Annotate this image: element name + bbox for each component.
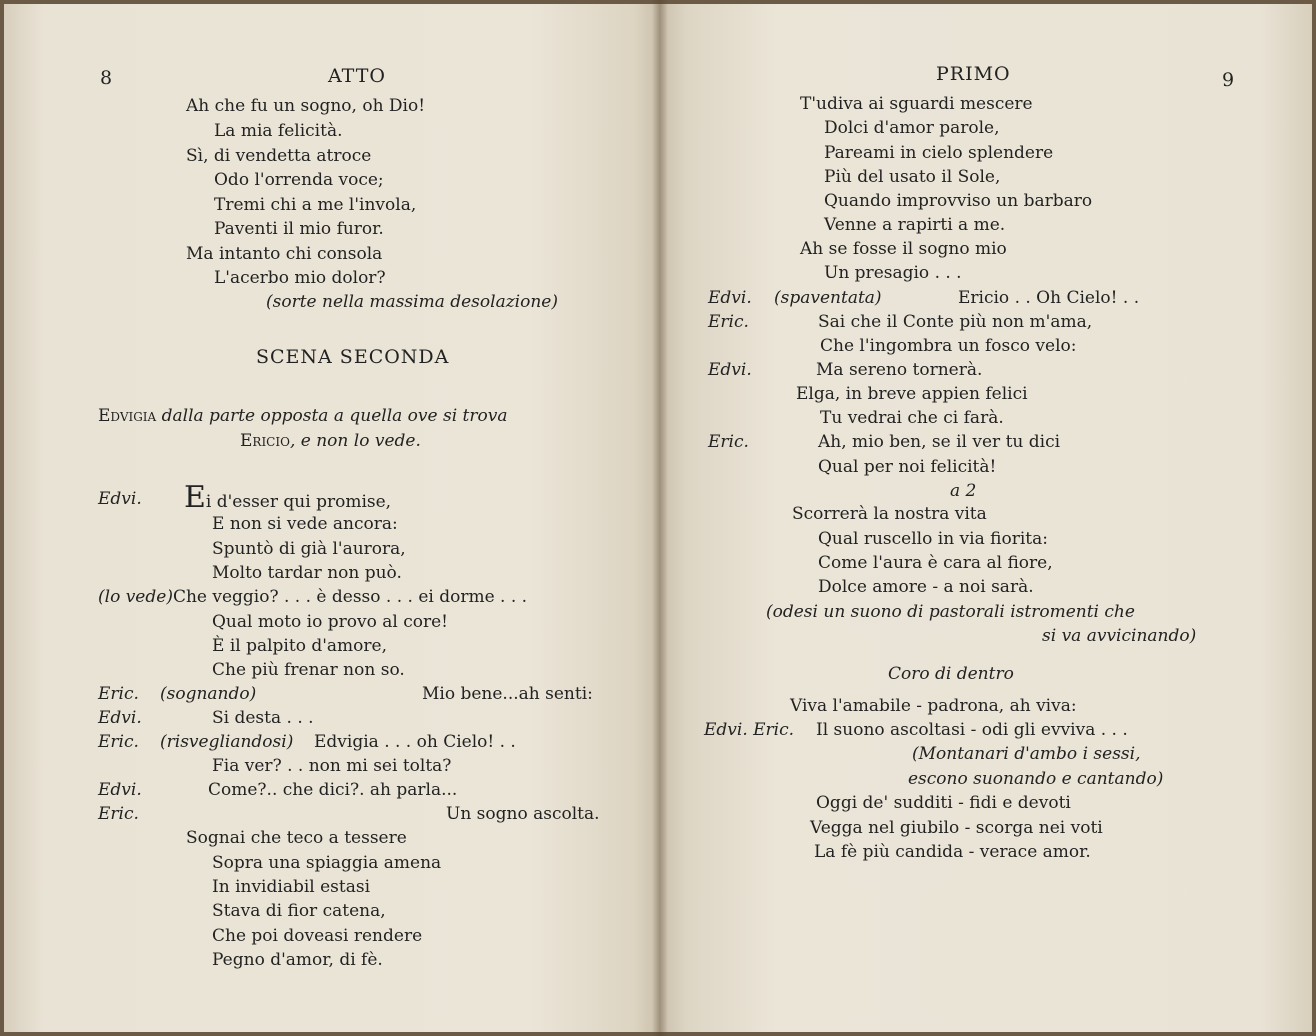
verse-line: Fia ver? . . non mi sei tolta? <box>212 756 452 776</box>
verse-line: Sì, di vendetta atroce <box>186 146 372 166</box>
verse-line: E non si vede ancora: <box>212 514 398 534</box>
verse-line: Dolci d'amor parole, <box>824 118 1000 138</box>
verse-line: Più del usato il Sole, <box>824 167 1001 187</box>
verse-line: Pegno d'amor, di fè. <box>212 950 383 970</box>
scene-description-text: dalla parte opposta a quella ove si trova <box>161 406 508 426</box>
verse-line: Si desta . . . <box>212 708 314 728</box>
scene-title: SCENA SECONDA <box>256 346 450 368</box>
verse-line: Che l'ingombra un fosco velo: <box>820 336 1077 356</box>
a-due-marker: a 2 <box>950 481 977 501</box>
speaker-label: Eric. <box>708 312 749 332</box>
verse-line: Edvigia . . . oh Cielo! . . <box>314 732 516 752</box>
verse-line: Oggi de' sudditi - fidi e devoti <box>816 793 1071 813</box>
stage-direction: si va avvicinando) <box>1042 626 1197 646</box>
verse-text: Che veggio? . . . è desso . . . ei dorme . . . <box>172 587 528 607</box>
stage-direction: (spaventata) <box>774 288 882 308</box>
verse-line: Dolce amore - a noi sarà. <box>818 577 1034 597</box>
stage-direction: (odesi un suono di pastorali istromenti che <box>766 602 1135 622</box>
verse-line: Tu vedrai che ci farà. <box>820 408 1004 428</box>
verse-line: Come?.. che dici?. ah parla... <box>208 780 458 800</box>
stage-direction: (sorte nella massima desolazione) <box>266 292 558 312</box>
verse-line: Tremi chi a me l'invola, <box>214 195 417 215</box>
verse-line: Vegga nel giubilo - scorga nei voti <box>810 818 1103 838</box>
speaker-label: Eric. <box>708 432 749 452</box>
verse-line: Qual moto io provo al core! <box>212 612 448 632</box>
verse-line: Come l'aura è cara al fiore, <box>818 553 1053 573</box>
verse-line: Venne a rapirti a me. <box>824 215 1006 235</box>
verse-text: i d'esser qui promise, <box>205 492 392 512</box>
verse-line: Un sogno ascolta. <box>446 804 600 824</box>
stage-direction: escono suonando e cantando) <box>908 769 1164 789</box>
verse-line: T'udiva ai sguardi mescere <box>800 94 1033 114</box>
verse-line: Quando improvviso un barbaro <box>824 191 1093 211</box>
verse-line: Viva l'amabile - padrona, ah viva: <box>790 696 1077 716</box>
verse-line: È il palpito d'amore, <box>212 636 387 656</box>
verse-line: Molto tardar non può. <box>212 563 402 583</box>
verse-line: La fè più candida - verace amor. <box>814 842 1091 862</box>
verse-line: Odo l'orrenda voce; <box>214 170 384 190</box>
running-header-right: PRIMO <box>936 63 1011 85</box>
verse-line: In invidiabil estasi <box>212 877 371 897</box>
speaker-label: Edvi. <box>98 708 142 728</box>
verse-line: Sai che il Conte più non m'ama, <box>818 312 1093 332</box>
scene-description <box>240 431 421 451</box>
verse-line: Stava di fior catena, <box>212 901 386 921</box>
verse-line: Spuntò di già l'aurora, <box>212 539 406 559</box>
book-gutter <box>652 0 668 1036</box>
drop-cap: E <box>184 480 206 515</box>
verse-line: Sopra una spiaggia amena <box>212 853 442 873</box>
verse-line: Sognai che teco a tessere <box>186 828 407 848</box>
verse-line <box>98 587 527 607</box>
stage-direction: (Montanari d'ambo i sessi, <box>912 744 1141 764</box>
scene-description <box>98 406 507 426</box>
verse-line: Che più frenar non so. <box>212 660 405 680</box>
character-name: Edvigia <box>98 406 157 426</box>
verse-line: Mio bene...ah senti: <box>422 684 593 704</box>
verse-line: Il suono ascoltasi - odi gli evviva . . . <box>816 720 1128 740</box>
verse-line: Paventi il mio furor. <box>214 219 384 239</box>
verse-line: Qual per noi felicità! <box>818 457 997 477</box>
speaker-label: Edvi. <box>708 360 752 380</box>
page-number-right: 9 <box>1222 69 1235 91</box>
scene-description-text: , e non lo vede. <box>289 431 421 451</box>
speaker-label: Edvi. Eric. <box>704 720 795 740</box>
left-page <box>4 4 660 1032</box>
verse-line: Ma sereno tornerà. <box>816 360 983 380</box>
stage-direction: (risvegliandosi) <box>160 732 294 752</box>
speaker-label: Edvi. <box>708 288 752 308</box>
verse-line: Scorrerà la nostra vita <box>792 504 987 524</box>
verse-line: L'acerbo mio dolor? <box>214 268 386 288</box>
verse-line <box>184 480 392 515</box>
speaker-label: Eric. <box>98 732 139 752</box>
verse-line: Ericio . . Oh Cielo! . . <box>958 288 1140 308</box>
verse-line: Elga, in breve appien felici <box>796 384 1028 404</box>
stage-direction: (lo vede) <box>98 587 173 607</box>
verse-line: Ma intanto chi consola <box>186 244 383 264</box>
verse-line: Qual ruscello in via fiorita: <box>818 529 1048 549</box>
character-name: Ericio <box>240 431 290 451</box>
chorus-heading: Coro di dentro <box>888 664 1014 684</box>
verse-line: La mia felicità. <box>214 121 343 141</box>
verse-line: Un presagio . . . <box>824 263 962 283</box>
verse-line: Ah se fosse il sogno mio <box>800 239 1007 259</box>
stage-direction: (sognando) <box>160 684 257 704</box>
verse-line: Pareami in cielo splendere <box>824 143 1054 163</box>
speaker-label: Eric. <box>98 804 139 824</box>
verse-line: Che poi doveasi rendere <box>212 926 423 946</box>
speaker-label: Eric. <box>98 684 139 704</box>
running-header-left: ATTO <box>328 65 386 87</box>
verse-line: Ah che fu un sogno, oh Dio! <box>186 96 426 116</box>
page-number-left: 8 <box>100 67 113 89</box>
speaker-label: Edvi. <box>98 780 142 800</box>
verse-line: Ah, mio ben, se il ver tu dici <box>818 432 1061 452</box>
right-page <box>660 4 1312 1032</box>
speaker-label: Edvi. <box>98 489 142 509</box>
